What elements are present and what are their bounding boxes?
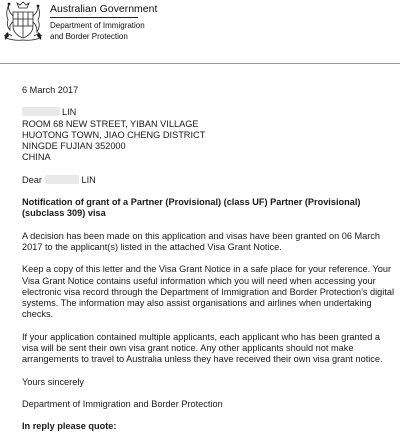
- letter-body: [22, 85, 396, 433]
- header-rule: [0, 63, 400, 64]
- paragraph-multiple-applicants: If your application contained multiple applicants, each applicant who has been granted a visa will be sent their own visa grant notice. Any other applicants should not make arrangements to travel to Australia unless they have received their own visa grant notice.: [22, 331, 383, 365]
- letter-date: 6 March 2017: [22, 85, 79, 95]
- address-line: HUOTONG TOWN, JIAO CHENG DISTRICT: [22, 129, 206, 140]
- government-name: Australian Government: [50, 3, 158, 15]
- recipient-name: LIN: [22, 107, 396, 118]
- paragraph-decision: A decision has been made on this application and visas have been granted on 06 March 2017 to the applicant(s) listed in the attached Visa Grant Notice.: [22, 230, 381, 252]
- address-line: NINGDE FUJIAN 352000: [22, 141, 126, 152]
- paragraph-keep-copy: Keep a copy of this letter and the Visa Grant Notice in a safe place for your reference. Your Visa Grant Notice contains useful information which you will need when accessing your electronic visa record through the Department of Immigration and Border Protection's digital systems. The information may also assist organisations and airlines when undertaking checks.: [22, 264, 394, 320]
- address-line: CHINA: [22, 152, 51, 163]
- header-divider: [50, 17, 138, 18]
- department-line-2: and Border Protection: [50, 32, 128, 41]
- salutation: Dear LIN: [22, 174, 96, 185]
- coat-of-arms-icon: [0, 0, 46, 44]
- letter-subject: Notification of grant of a Partner (Provisional) (class UF) Partner (Provisional) (subclass 309) visa: [22, 197, 361, 219]
- department-name: [50, 20, 145, 42]
- letterhead: [0, 0, 400, 62]
- department-line-1: Department of Immigration: [50, 21, 145, 30]
- closing: Yours sincerely: [22, 376, 84, 387]
- redacted-name: [45, 175, 79, 184]
- signatory: Department of Immigration and Border Protection: [22, 398, 223, 409]
- redacted-name: [22, 107, 60, 116]
- reply-reference-heading: In reply please quote:: [22, 421, 117, 432]
- address-line: ROOM 68 NEW STREET, YIBAN VILLAGE: [22, 118, 199, 129]
- recipient-address: [22, 107, 396, 163]
